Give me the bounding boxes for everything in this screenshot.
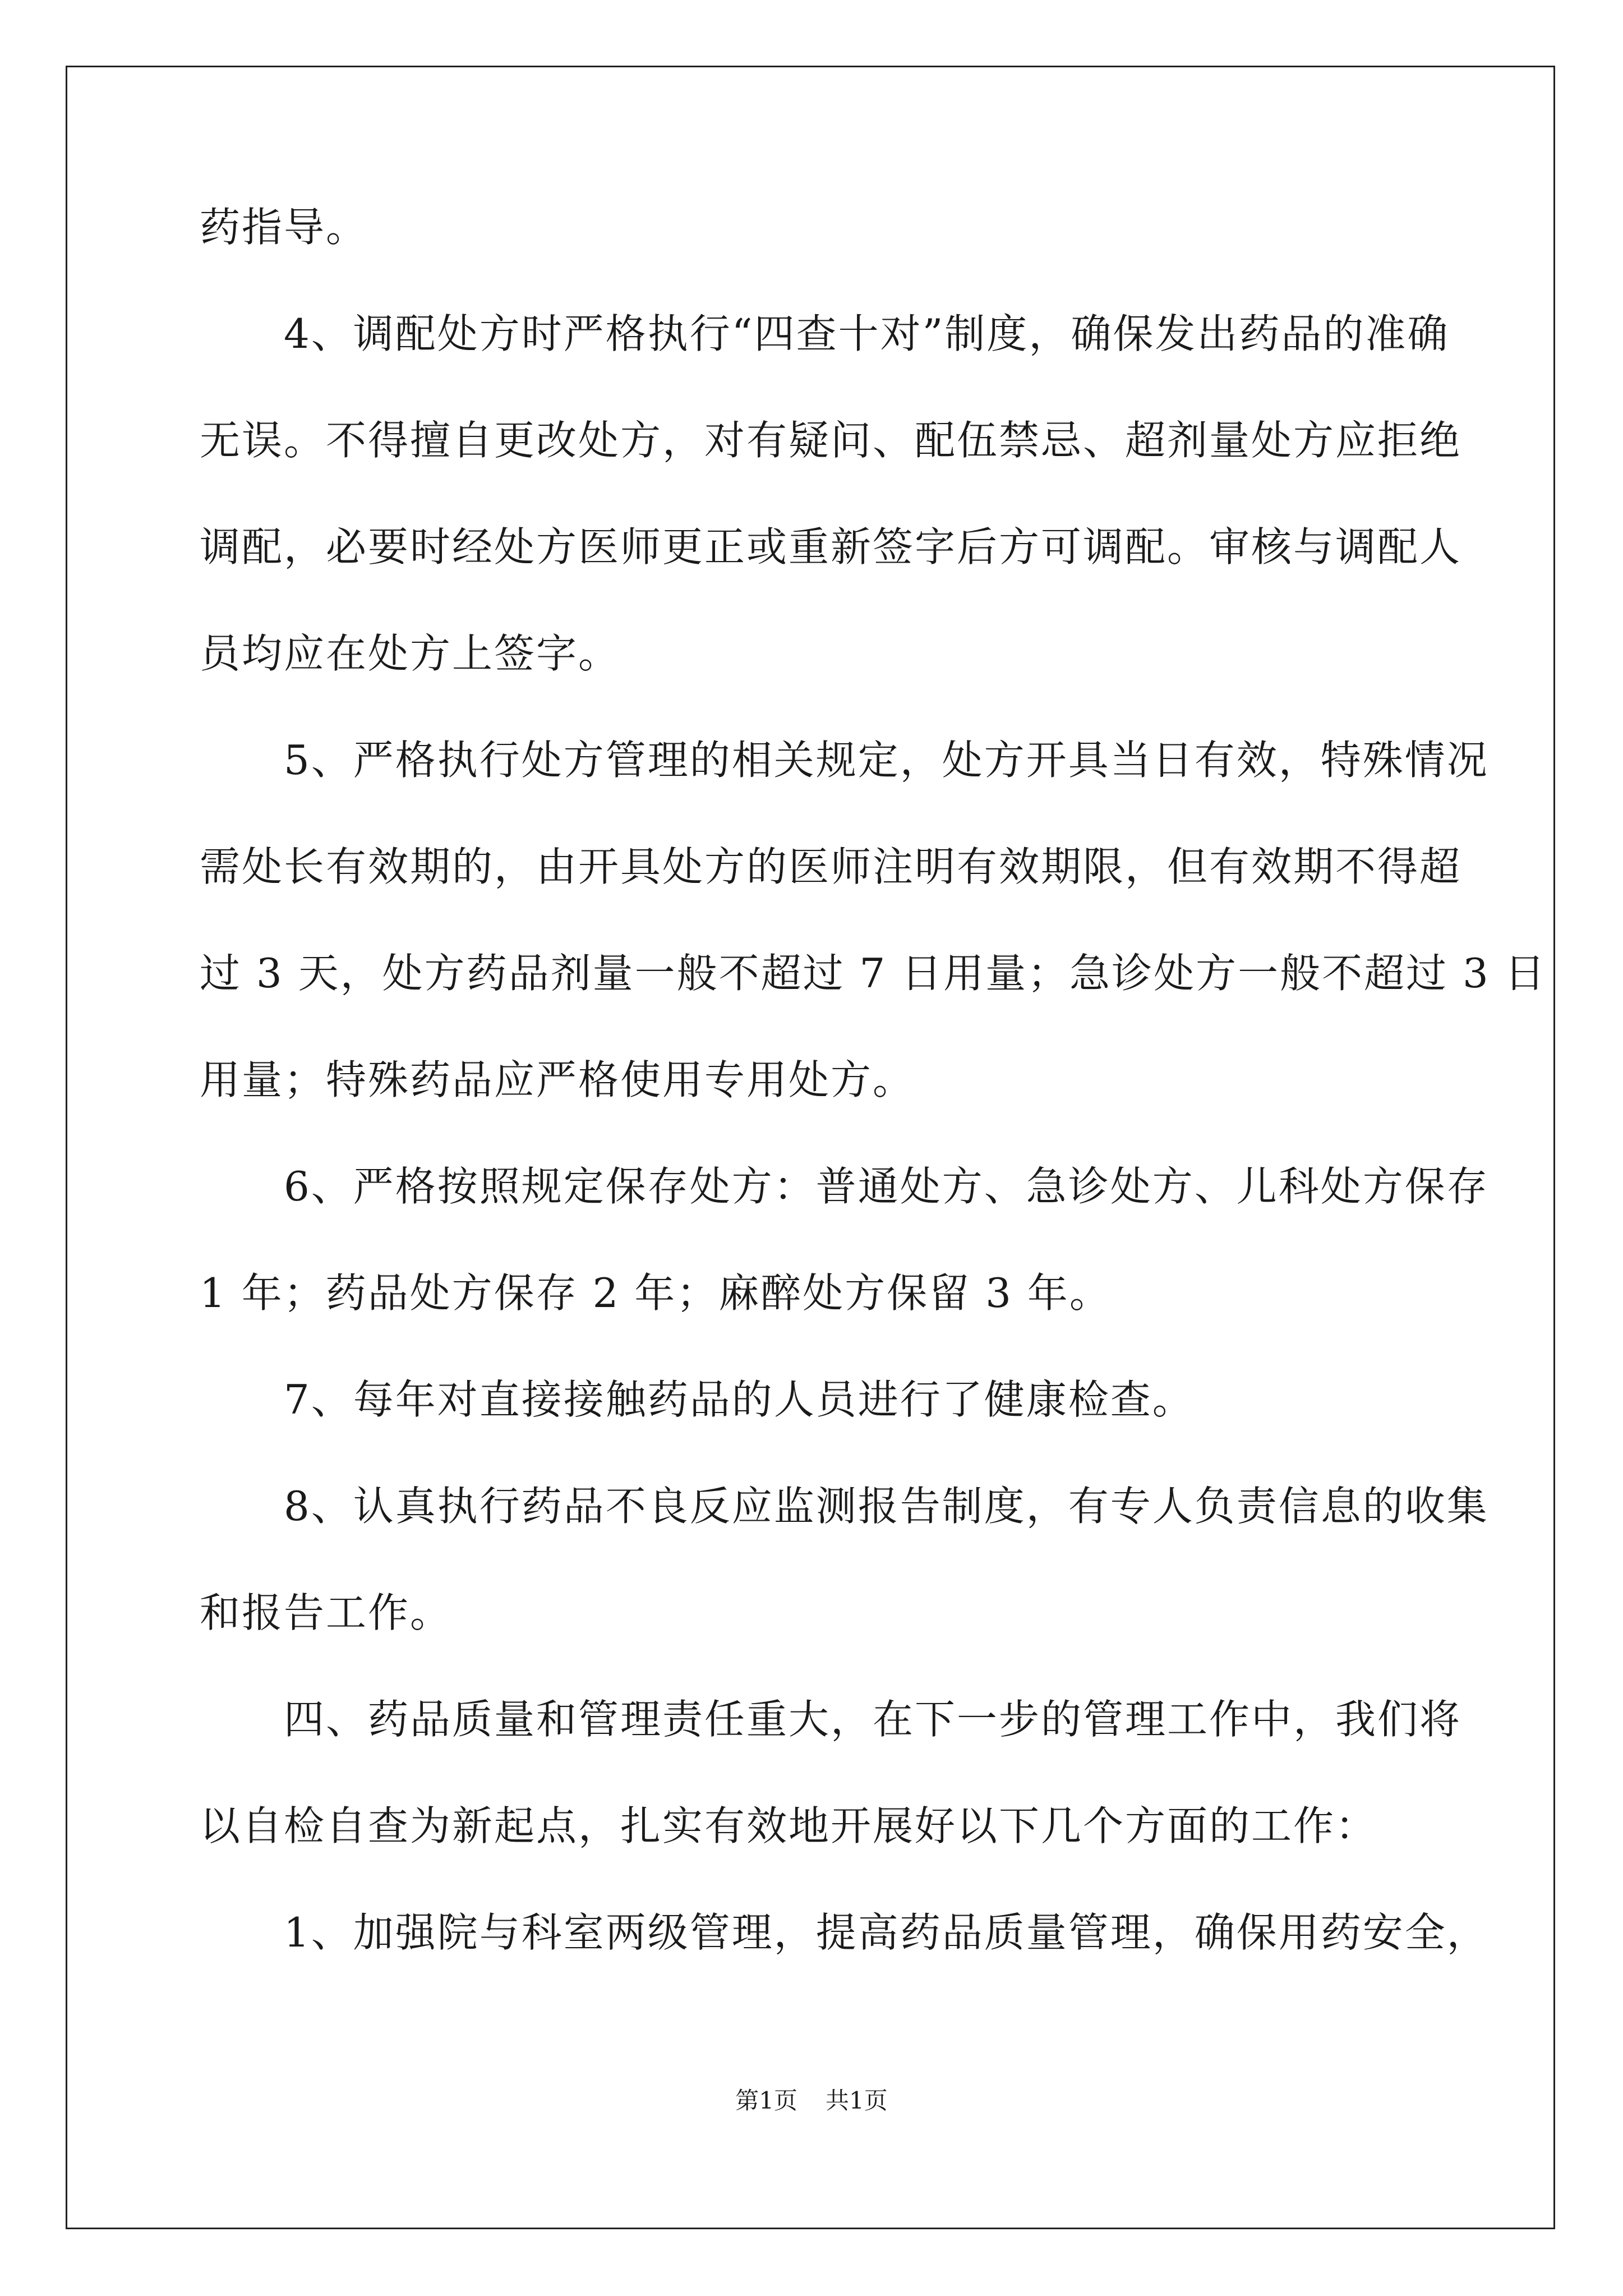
text-line: 1、加强院与科室两级管理，提高药品质量管理，确保用药安全， (284, 1909, 1489, 1956)
text-line: 8、认真执行药品不良反应监测报告制度，有专人负责信息的收集 (284, 1483, 1489, 1530)
text-line: 5、严格执行处方管理的相关规定，处方开具当日有效，特殊情况 (284, 737, 1489, 784)
text-line: 4、调配处方时严格执行“四查十对”制度，确保发出药品的准确 (284, 310, 1450, 357)
text-line: 以自检自查为新起点，扎实有效地开展好以下几个方面的工作： (200, 1802, 1378, 1849)
text-line: 7、每年对直接接触药品的人员进行了健康检查。 (284, 1376, 1195, 1423)
text-line: 需处长有效期的，由开具处方的医师注明有效期限，但有效期不得超 (200, 843, 1462, 890)
text-line: 调配，必要时经处方医师更正或重新签字后方可调配。审核与调配人 (200, 523, 1462, 570)
text-line: 药指导。 (200, 204, 368, 251)
text-line: 用量；特殊药品应严格使用专用处方。 (200, 1056, 915, 1103)
text-line: 过 3 天，处方药品剂量一般不超过 7 日用量；急诊处方一般不超过 3 日 (200, 950, 1547, 997)
text-line: 6、严格按照规定保存处方：普通处方、急诊处方、儿科处方保存 (284, 1163, 1489, 1210)
text-line: 1 年；药品处方保存 2 年；麻醉处方保留 3 年。 (200, 1269, 1112, 1317)
text-line: 无误。不得擅自更改处方，对有疑问、配伍禁忌、超剂量处方应拒绝 (200, 417, 1462, 464)
text-line: 员均应在处方上签字。 (200, 630, 621, 677)
page-footer (0, 2087, 1623, 2115)
page-total: 共1页 (826, 2087, 888, 2114)
page-number: 第1页 (735, 2087, 797, 2114)
text-line: 和报告工作。 (200, 1589, 453, 1636)
page-border (66, 66, 1555, 2229)
text-line: 四、药品质量和管理责任重大，在下一步的管理工作中，我们将 (284, 1696, 1462, 1743)
